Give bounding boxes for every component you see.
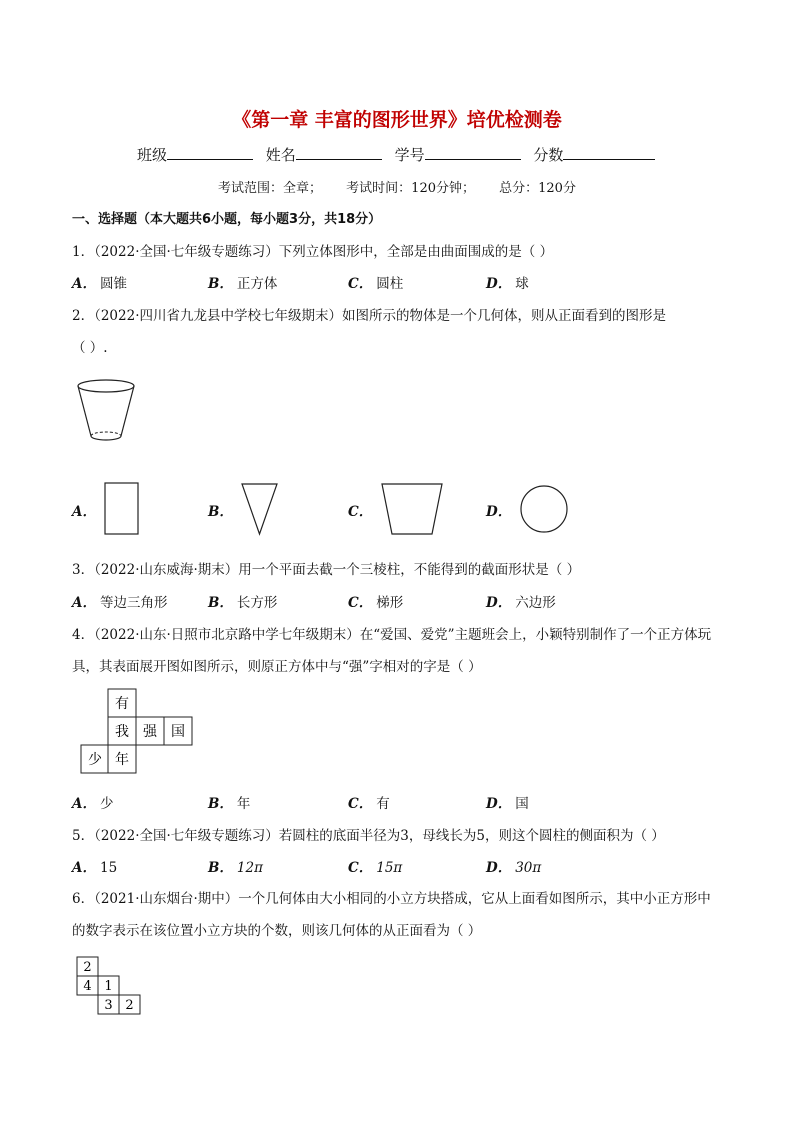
student-info-fields [137,144,655,165]
exam-total: 总分：120分 [499,181,576,196]
q2-option-a[interactable]: A． [72,504,96,520]
net-cell-mid3: 国 [171,724,185,740]
question-3-stem: 3．（2022·山东威海·期末）用一个平面去截一个三棱柱，不能得到的截面形状是（ ） [72,562,581,578]
question-2-stem-cont: （ ）. [72,340,108,356]
q4-option-b[interactable]: B． 年 [208,796,251,812]
circle-shape-icon [519,484,569,534]
q3-option-c[interactable]: C． 梯形 [348,595,404,611]
q5-option-a[interactable]: A． 15 [72,860,118,876]
question-6-stem-cont: 的数字表示在该位置小立方块的个数，则该几何体的从正面看为（ ） [72,923,482,939]
grid-cell-r2c2: 1 [104,979,113,994]
q2-option-c[interactable]: C． [348,504,373,520]
rectangle-shape-icon [104,482,140,536]
name-blank[interactable] [296,145,382,160]
q5-option-c[interactable]: C． 15π [348,860,403,876]
question-6-stem: 6．（2021·山东烟台·期中）一个几何体由大小相同的小立方块搭成，它从上面看如图所示，其中小正方形中 [72,891,711,907]
exam-meta [0,177,794,196]
net-cell-mid2: 强 [143,724,157,740]
name-label: 姓名 [265,146,296,164]
q3-option-b[interactable]: B． 长方形 [208,595,278,611]
net-cell-bot2: 年 [115,752,129,768]
q4-option-c[interactable]: C． 有 [348,796,390,812]
q5-option-b[interactable]: B． 12π [208,860,263,876]
question-1-stem: 1．（2022·全国·七年级专题练习）下列立体图形中，全部是由曲面围成的是（ ） [72,244,554,260]
q1-option-a[interactable]: A． 圆锥 [72,276,127,292]
grid-cell-r1c1: 2 [83,960,92,975]
q2-option-b[interactable]: B． [208,504,233,520]
question-2-stem: 2．（2022·四川省九龙县中学校七年级期末）如图所示的物体是一个几何体，则从正面看到的图形是 [72,308,666,324]
trapezoid-shape-icon [380,482,444,536]
question-5-stem: 5．（2022·全国·七年级专题练习）若圆柱的底面半径为3，母线长为5，则这个圆柱的侧面积为（ ） [72,828,665,844]
cube-net-figure [80,688,196,776]
q1-option-d[interactable]: D． 球 [486,276,529,292]
q3-option-a[interactable]: A． 等边三角形 [72,595,168,611]
q2-option-d[interactable]: D． [486,504,512,520]
grid-cell-r3c2: 3 [104,998,113,1013]
net-cell-bot1: 少 [88,752,102,768]
class-label: 班级 [137,146,168,164]
q4-option-d[interactable]: D． 国 [486,796,529,812]
section-title: 一、选择题（本大题共6小题，每小题3分，共18分） [72,212,382,227]
net-cell-mid1: 我 [115,724,129,740]
q4-option-a[interactable]: A． 少 [72,796,114,812]
question-4-stem-cont: 具，其表面展开图如图所示，则原正方体中与“强”字相对的字是（ ） [72,659,482,675]
student-id-label: 学号 [394,146,425,164]
exam-scope: 考试范围：全章； [218,181,323,196]
q5-option-d[interactable]: D． 30π [486,860,542,876]
score-label: 分数 [533,146,564,164]
cup-solid-figure [76,378,140,446]
q1-option-b[interactable]: B． 正方体 [208,276,278,292]
exam-time: 考试时间：120分钟； [346,181,475,196]
question-4-stem: 4．（2022·山东·日照市北京路中学七年级期末）在“爱国、爱党”主题班会上，小颖特别制作了一个正方体玩 [72,627,712,643]
class-blank[interactable] [167,145,253,160]
student-id-blank[interactable] [425,145,521,160]
top-view-count-grid [76,956,144,1016]
grid-cell-r2c1: 4 [83,979,92,994]
net-cell-top: 有 [115,696,129,712]
q3-option-d[interactable]: D． 六边形 [486,595,556,611]
inverted-triangle-icon [240,482,280,536]
grid-cell-r3c3: 2 [125,998,134,1013]
score-blank[interactable] [563,145,655,160]
page-title: 《第一章 丰富的图形世界》培优检测卷 [232,109,562,131]
q1-option-c[interactable]: C． 圆柱 [348,276,404,292]
